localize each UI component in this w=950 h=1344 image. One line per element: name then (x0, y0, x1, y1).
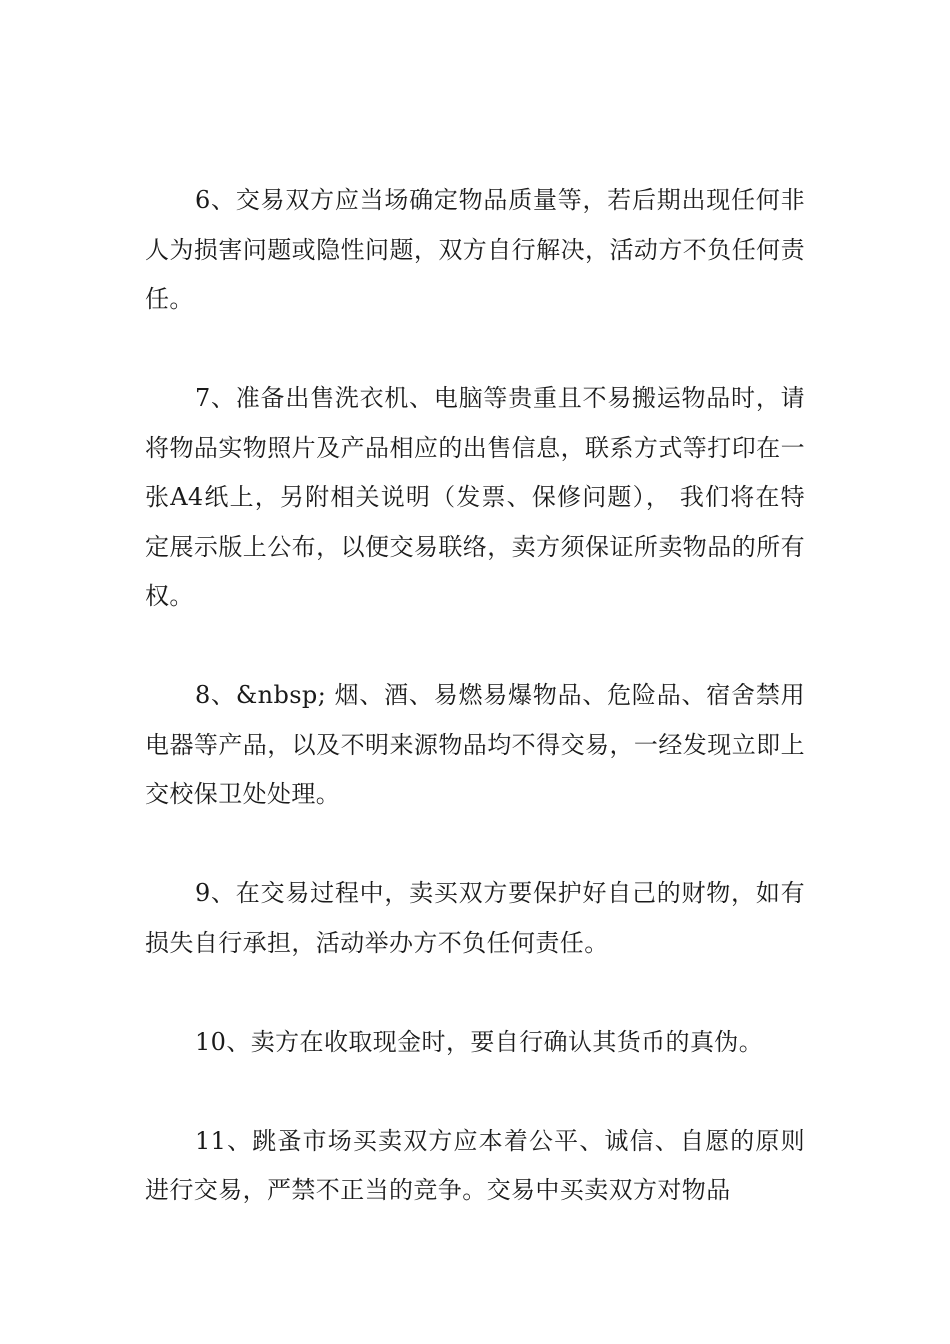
paragraph-item-11: 11、跳蚤市场买卖双方应本着公平、诚信、自愿的原则进行交易，严禁不正当的竞争。交易中买卖双方对物品 (145, 1126, 805, 1204)
paragraph-item-7: 7、准备出售洗衣机、电脑等贵重且不易搬运物品时，请将物品实物照片及产品相应的出售信息，联系方式等打印在一张A4纸上，另附相关说明（发票、保修问题）， 我们将在特定展示版上公布，以便交易联络，卖方须保证所卖物品的所有权。 (145, 384, 805, 610)
paragraph-item-9: 9、在交易过程中，卖买双方要保护好自己的财物，如有损失自行承担，活动举办方不负任何责任。 (145, 879, 805, 957)
document-body (145, 176, 805, 1216)
paragraph-item-10: 10、卖方在收取现金时，要自行确认其货币的真伪。 (195, 1027, 764, 1056)
paragraph-item-8: 8、&nbsp; 烟、酒、易燃易爆物品、危险品、宿舍禁用电器等产品，以及不明来源物品均不得交易，一经发现立即上交校保卫处处理。 (145, 681, 805, 808)
paragraph-item-6: 6、交易双方应当场确定物品质量等，若后期出现任何非人为损害问题或隐性问题，双方自行解决，活动方不负任何责任。 (145, 186, 805, 313)
